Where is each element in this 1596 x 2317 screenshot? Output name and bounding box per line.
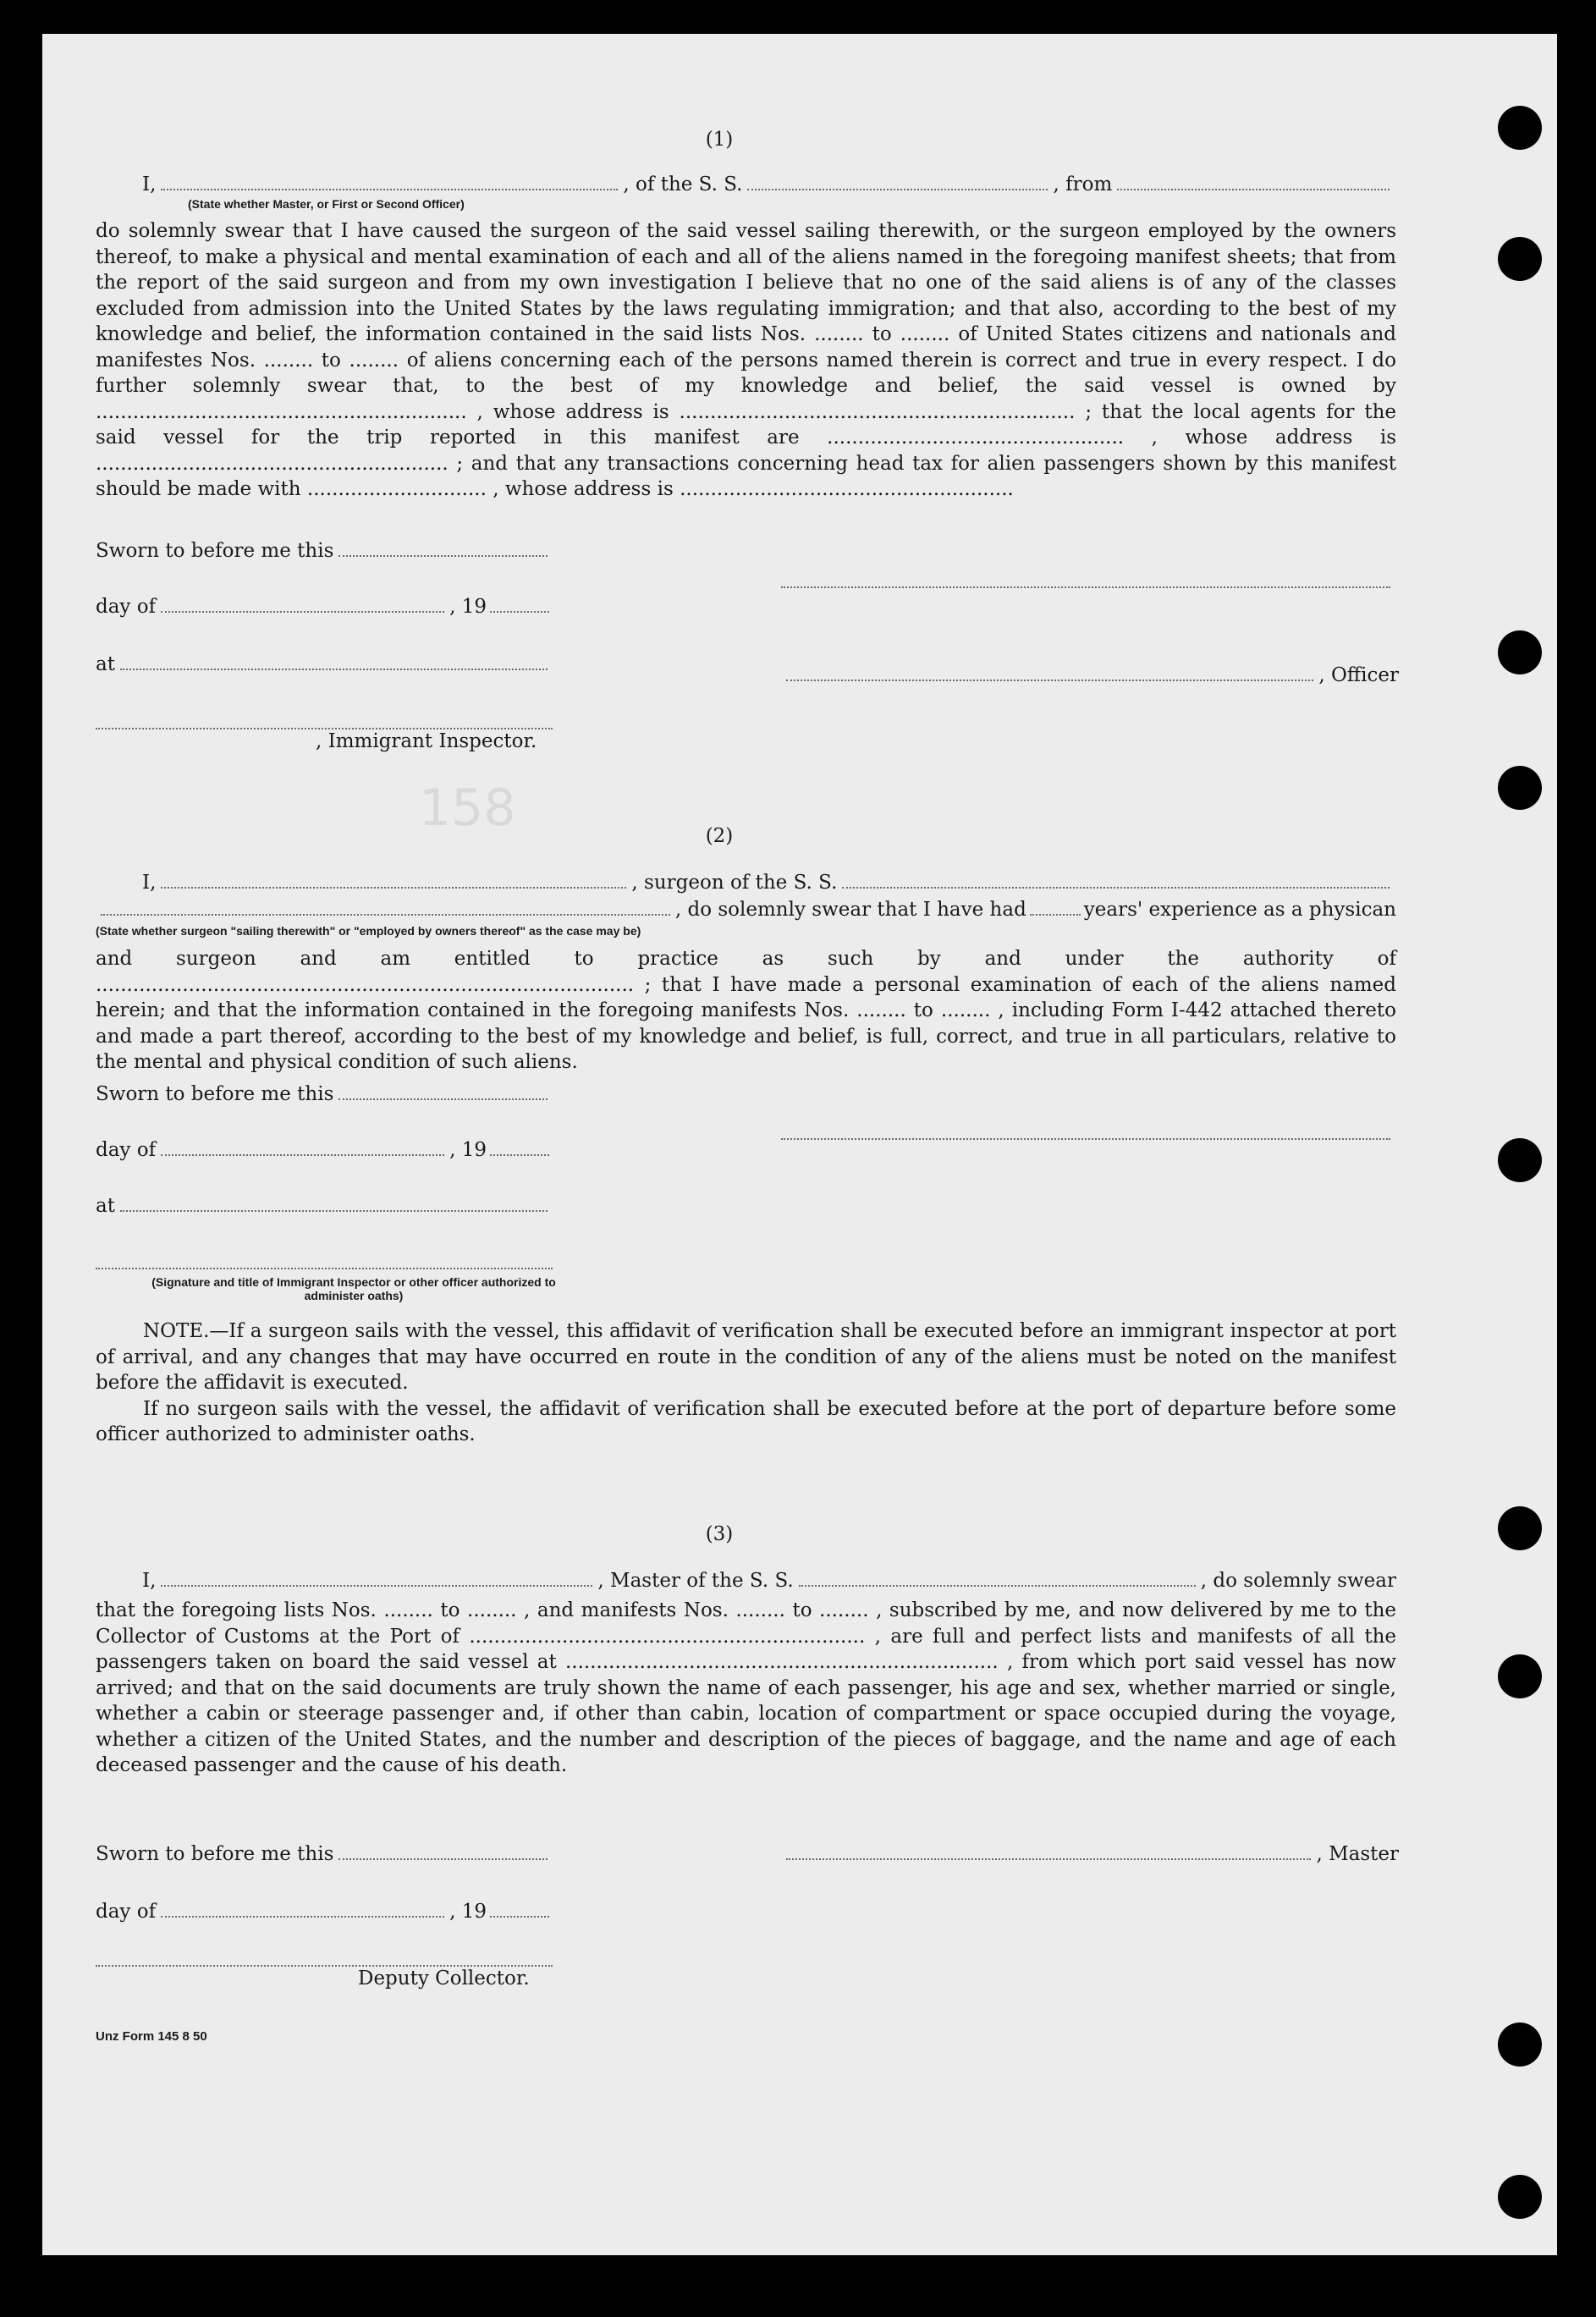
from-port-field[interactable]	[1117, 189, 1390, 190]
punch-hole	[1498, 1654, 1542, 1698]
faint-stamp-number: 158	[419, 779, 516, 838]
master-signature-field[interactable]	[786, 1858, 1311, 1860]
punch-hole	[1498, 1506, 1542, 1550]
master-name-field[interactable]	[161, 1585, 592, 1587]
signature-title-note: (Signature and title of Immigrant Inspector or other officer authorized to administer oaths)	[151, 1275, 556, 1302]
vessel-name-field[interactable]	[747, 189, 1048, 190]
punch-hole	[1498, 1138, 1542, 1182]
section-2-dayof-line: day of , 19	[96, 1139, 553, 1161]
section-1-officer-line: , Officer	[781, 664, 1399, 686]
year-field[interactable]	[490, 1154, 549, 1156]
section-2-second-line: , do solemnly swear that I have had years' experience as a physican	[96, 899, 1396, 921]
section-3-master-line: , Master	[781, 1843, 1399, 1865]
year-field[interactable]	[490, 611, 549, 613]
inspector-signature-line[interactable]	[96, 1268, 553, 1269]
section-3-body: that the foregoing lists Nos. ........ to ........ , and manifests Nos. ........ to ........ , subscribed by me, and now delivered by me to the Collector of Customs at the Port of ................................................................ , are full and perfect lists and manifests of all the passengers taken on board the said vessel at ...................................................................... , from which port said vessel has now arrived; and that on the said documents are truly shown the name of each passenger, his age and sex, whether married or single, whether a cabin or steerage passenger and, if other than cabin, location of compartment or space occupied during the voyage, whether a citizen of the United States, and the number and description of the pieces of baggage, and the name and age of each deceased passenger and the cause of his death.	[96, 1599, 1396, 1776]
section-1-number: (1)	[705, 129, 734, 151]
form-number: Unz Form 145 8 50	[96, 2029, 207, 2044]
year-field[interactable]	[490, 1916, 549, 1918]
punch-hole	[1498, 2023, 1542, 2067]
day-field[interactable]	[161, 1916, 444, 1918]
deputy-collector-label: Deputy Collector.	[358, 1968, 530, 1990]
surgeon-signature-line[interactable]	[781, 1138, 1390, 1140]
section-2-body: and surgeon and am entitled to practice as such by and under the authority of ....................................................................................... ; that I have made a personal examination of each of the aliens named herein; and that the information contained in the foregoing manifests Nos. ........ to ........ , including Form I-442 attached thereto and made a part thereof, according to the best of my knowledge and belief, is full, correct, and true in all particulars, relative to the mental and physical condition of such aliens.	[96, 948, 1396, 1073]
section-2-at-line: at	[96, 1195, 553, 1217]
sworn-date-field[interactable]	[338, 1858, 548, 1860]
section-2-sworn-line: Sworn to before me this	[96, 1083, 553, 1105]
section-2-surgeon-note: (State whether surgeon "sailing therewith" or "employed by owners thereof" as the case may be)	[96, 924, 641, 938]
punch-hole	[1498, 766, 1542, 810]
master-vessel-field[interactable]	[799, 1585, 1196, 1587]
section-1-at-line: at	[96, 653, 553, 675]
manifest-affidavit-page	[42, 34, 1557, 2255]
day-field[interactable]	[161, 611, 444, 613]
punch-hole	[1498, 106, 1542, 150]
section-3-number: (3)	[705, 1523, 734, 1545]
immigrant-inspector-label: , Immigrant Inspector.	[316, 730, 537, 752]
section-3-dayof-line: day of , 19	[96, 1901, 553, 1923]
section-1-sworn-line: Sworn to before me this	[96, 540, 553, 562]
section-2-number: (2)	[705, 825, 734, 847]
sworn-date-field[interactable]	[338, 1098, 548, 1100]
section-3-sworn-line: Sworn to before me this	[96, 1843, 553, 1865]
section-2-first-line: I, , surgeon of the S. S.	[142, 872, 1395, 894]
sworn-date-field[interactable]	[338, 555, 548, 557]
day-field[interactable]	[161, 1154, 444, 1156]
section-1-first-line: I, , of the S. S. , from	[142, 173, 1395, 195]
deputy-signature-line[interactable]	[96, 1965, 553, 1967]
signature-line[interactable]	[781, 586, 1390, 588]
surgeon-status-field[interactable]	[101, 914, 670, 916]
surgeon-name-field[interactable]	[161, 887, 626, 889]
section-1-body: do solemnly swear that I have caused the surgeon of the said vessel sailing therewith, or the surgeon employed by the owners thereof, to make a physical and mental examination of each and all of the aliens named in the foregoing manifest sheets; that from the report of the said surgeon and from my own investigation I believe that no one of the said aliens is of any of the classes excluded from admission into the United States by the laws regulating immigration; and that also, according to the best of my knowledge and belief, the information contained in the said lists Nos. ........ to ........ of United States citizens and nationals and manifestes Nos. ........ to ........ of aliens concerning each of the persons named therein is correct and true in every respect. I do further solemnly swear that, to the best of my knowledge and belief, the said vessel is owned by ............................................................ , whose address is ................................................................ ; that the local agents for the said vessel for the trip reported in this manifest are ................................................ , whose address is ......................................................... ; and that any transactions concerning head tax for alien passengers shown by this manifest should be made with ............................. , whose address is ......................................................	[96, 220, 1396, 500]
surgeon-vessel-field[interactable]	[842, 887, 1390, 889]
section-3-first-line: I, , Master of the S. S. , do solemnly swear	[142, 1570, 1396, 1592]
punch-hole	[1498, 237, 1542, 281]
inspector-signature-line[interactable]	[96, 728, 553, 729]
section-1-officer-note: (State whether Master, or First or Second Officer)	[188, 197, 465, 211]
at-place-field[interactable]	[120, 669, 548, 670]
officer-signature-field[interactable]	[786, 680, 1313, 681]
officer-name-field[interactable]	[161, 189, 618, 190]
section-2-note: NOTE.—If a surgeon sails with the vessel, this affidavit of verification shall be executed before an immigrant inspector at port of arrival, and any changes that may have occurred en route in the condition of any of the aliens must be noted on the manifest before the affidavit is executed. If no surgeon sails with the vessel, the affidavit of verification shall be executed before at the port of departure before some officer authorized to administer oaths.	[96, 1320, 1396, 1445]
years-experience-field[interactable]	[1030, 914, 1081, 916]
at-place-field[interactable]	[120, 1210, 548, 1212]
punch-hole	[1498, 630, 1542, 674]
section-1-dayof-line: day of , 19	[96, 596, 553, 618]
punch-hole	[1498, 2175, 1542, 2219]
